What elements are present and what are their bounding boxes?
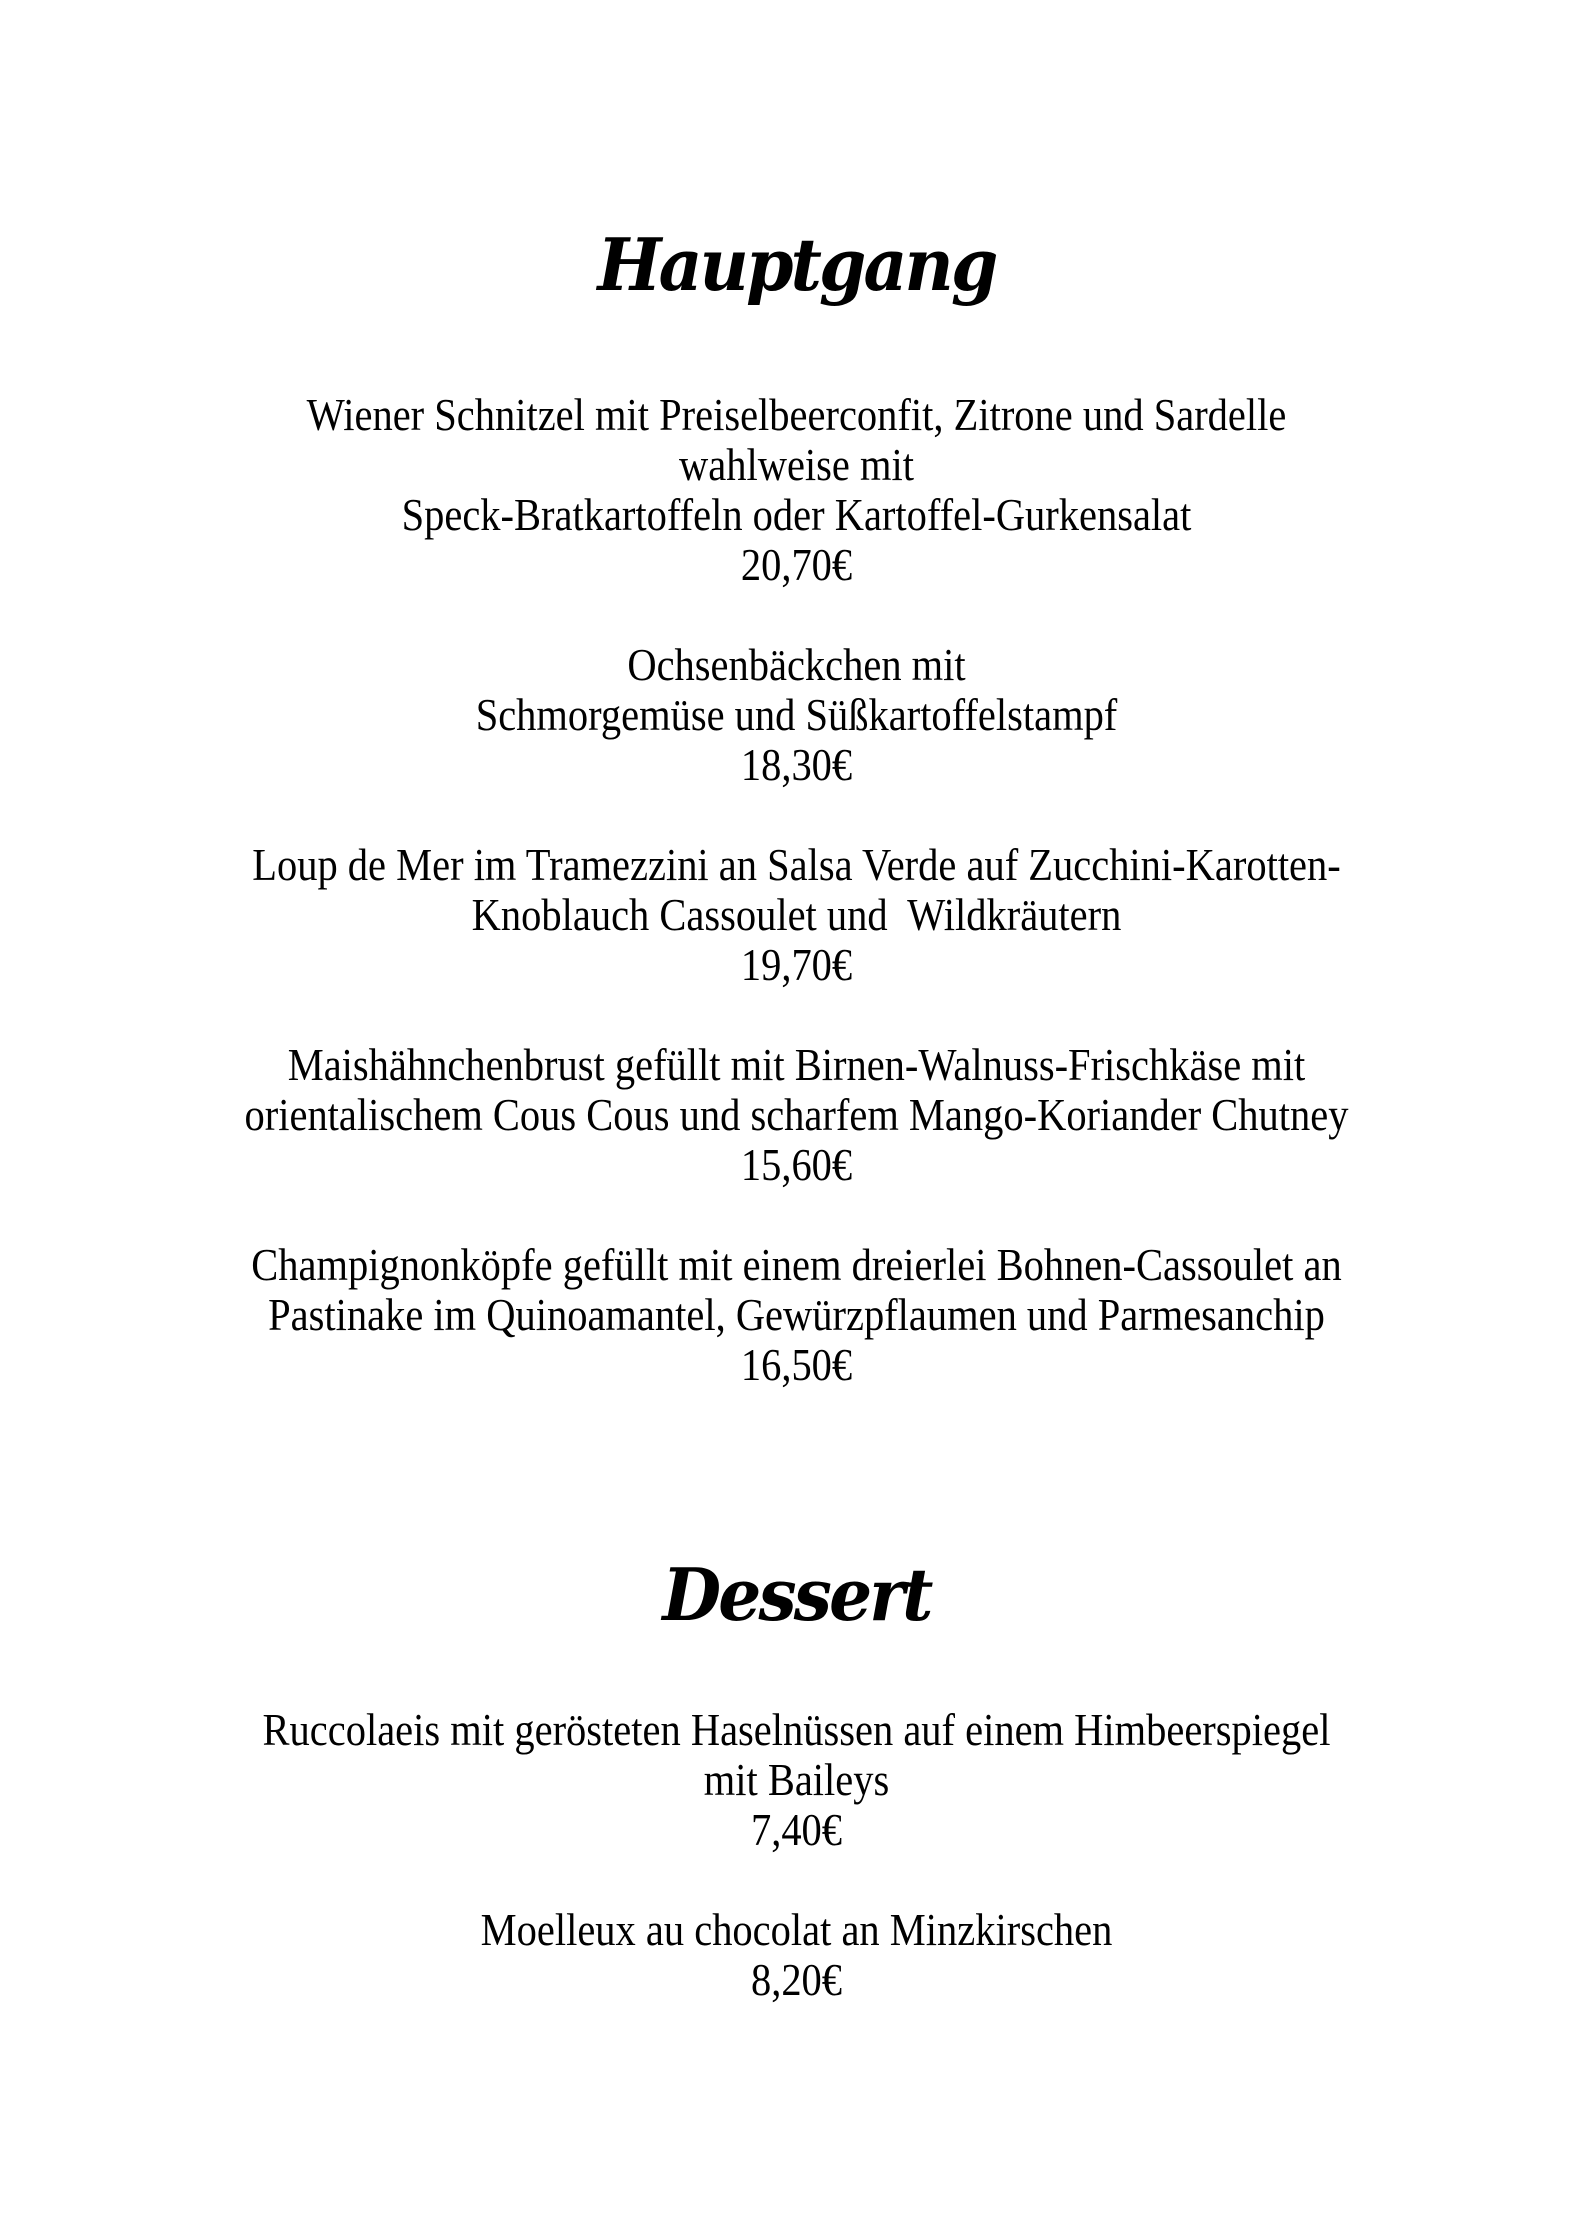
menu-item-line: Maishähnchenbrust gefüllt mit Birnen-Walnuss-Frischkäse mit bbox=[287, 1039, 1306, 1090]
menu-item-price: 15,60€ bbox=[740, 1139, 853, 1190]
menu-item-line: Wiener Schnitzel mit Preiselbeerconfit, Zitrone und Sardelle bbox=[306, 389, 1287, 440]
menu-item-price: 7,40€ bbox=[750, 1804, 843, 1855]
menu-item bbox=[22, 1705, 1571, 1855]
menu-items-hauptgang bbox=[22, 390, 1571, 1390]
menu-item-line: Ochsenbäckchen mit bbox=[627, 639, 966, 690]
menu-item-price: 18,30€ bbox=[740, 739, 853, 790]
menu-section-hauptgang bbox=[22, 222, 1571, 1390]
menu-item-price: 8,20€ bbox=[750, 1954, 843, 2005]
menu-item-price: 16,50€ bbox=[740, 1339, 853, 1390]
menu-item-line: Pastinake im Quinoamantel, Gewürzpflaumen und Parmesanchip bbox=[268, 1289, 1325, 1340]
menu-item bbox=[22, 1905, 1571, 2005]
menu-item bbox=[22, 640, 1571, 790]
menu-item-price: 19,70€ bbox=[740, 939, 853, 990]
menu-item bbox=[22, 390, 1571, 590]
menu-item-line: orientalischem Cous Cous und scharfem Mango-Koriander Chutney bbox=[244, 1089, 1349, 1140]
menu-item bbox=[22, 1040, 1571, 1190]
menu-item-line: mit Baileys bbox=[703, 1754, 890, 1805]
menu-item-line: wahlweise mit bbox=[679, 439, 914, 490]
menu-item-line: Knoblauch Cassoulet und Wildkräutern bbox=[471, 889, 1122, 940]
menu-item bbox=[22, 840, 1571, 990]
section-title-dessert: Dessert bbox=[662, 1552, 931, 1637]
menu-item-line: Moelleux au chocolat an Minzkirschen bbox=[480, 1904, 1113, 1955]
menu-item bbox=[22, 1240, 1571, 1390]
section-title-hauptgang: Hauptgang bbox=[597, 222, 996, 307]
menu-item-price: 20,70€ bbox=[740, 539, 853, 590]
menu-items-dessert bbox=[22, 1705, 1571, 2005]
menu-item-line: Loup de Mer im Tramezzini an Salsa Verde auf Zucchini-Karotten- bbox=[252, 839, 1341, 890]
menu-item-line: Ruccolaeis mit gerösteten Haselnüssen auf einem Himbeerspiegel bbox=[262, 1704, 1331, 1755]
menu-section-dessert bbox=[22, 1552, 1571, 2005]
menu-item-line: Speck-Bratkartoffeln oder Kartoffel-Gurkensalat bbox=[401, 489, 1192, 540]
menu-item-line: Schmorgemüse und Süßkartoffelstampf bbox=[475, 689, 1118, 740]
menu-item-line: Champignonköpfe gefüllt mit einem dreierlei Bohnen-Cassoulet an bbox=[251, 1239, 1342, 1290]
